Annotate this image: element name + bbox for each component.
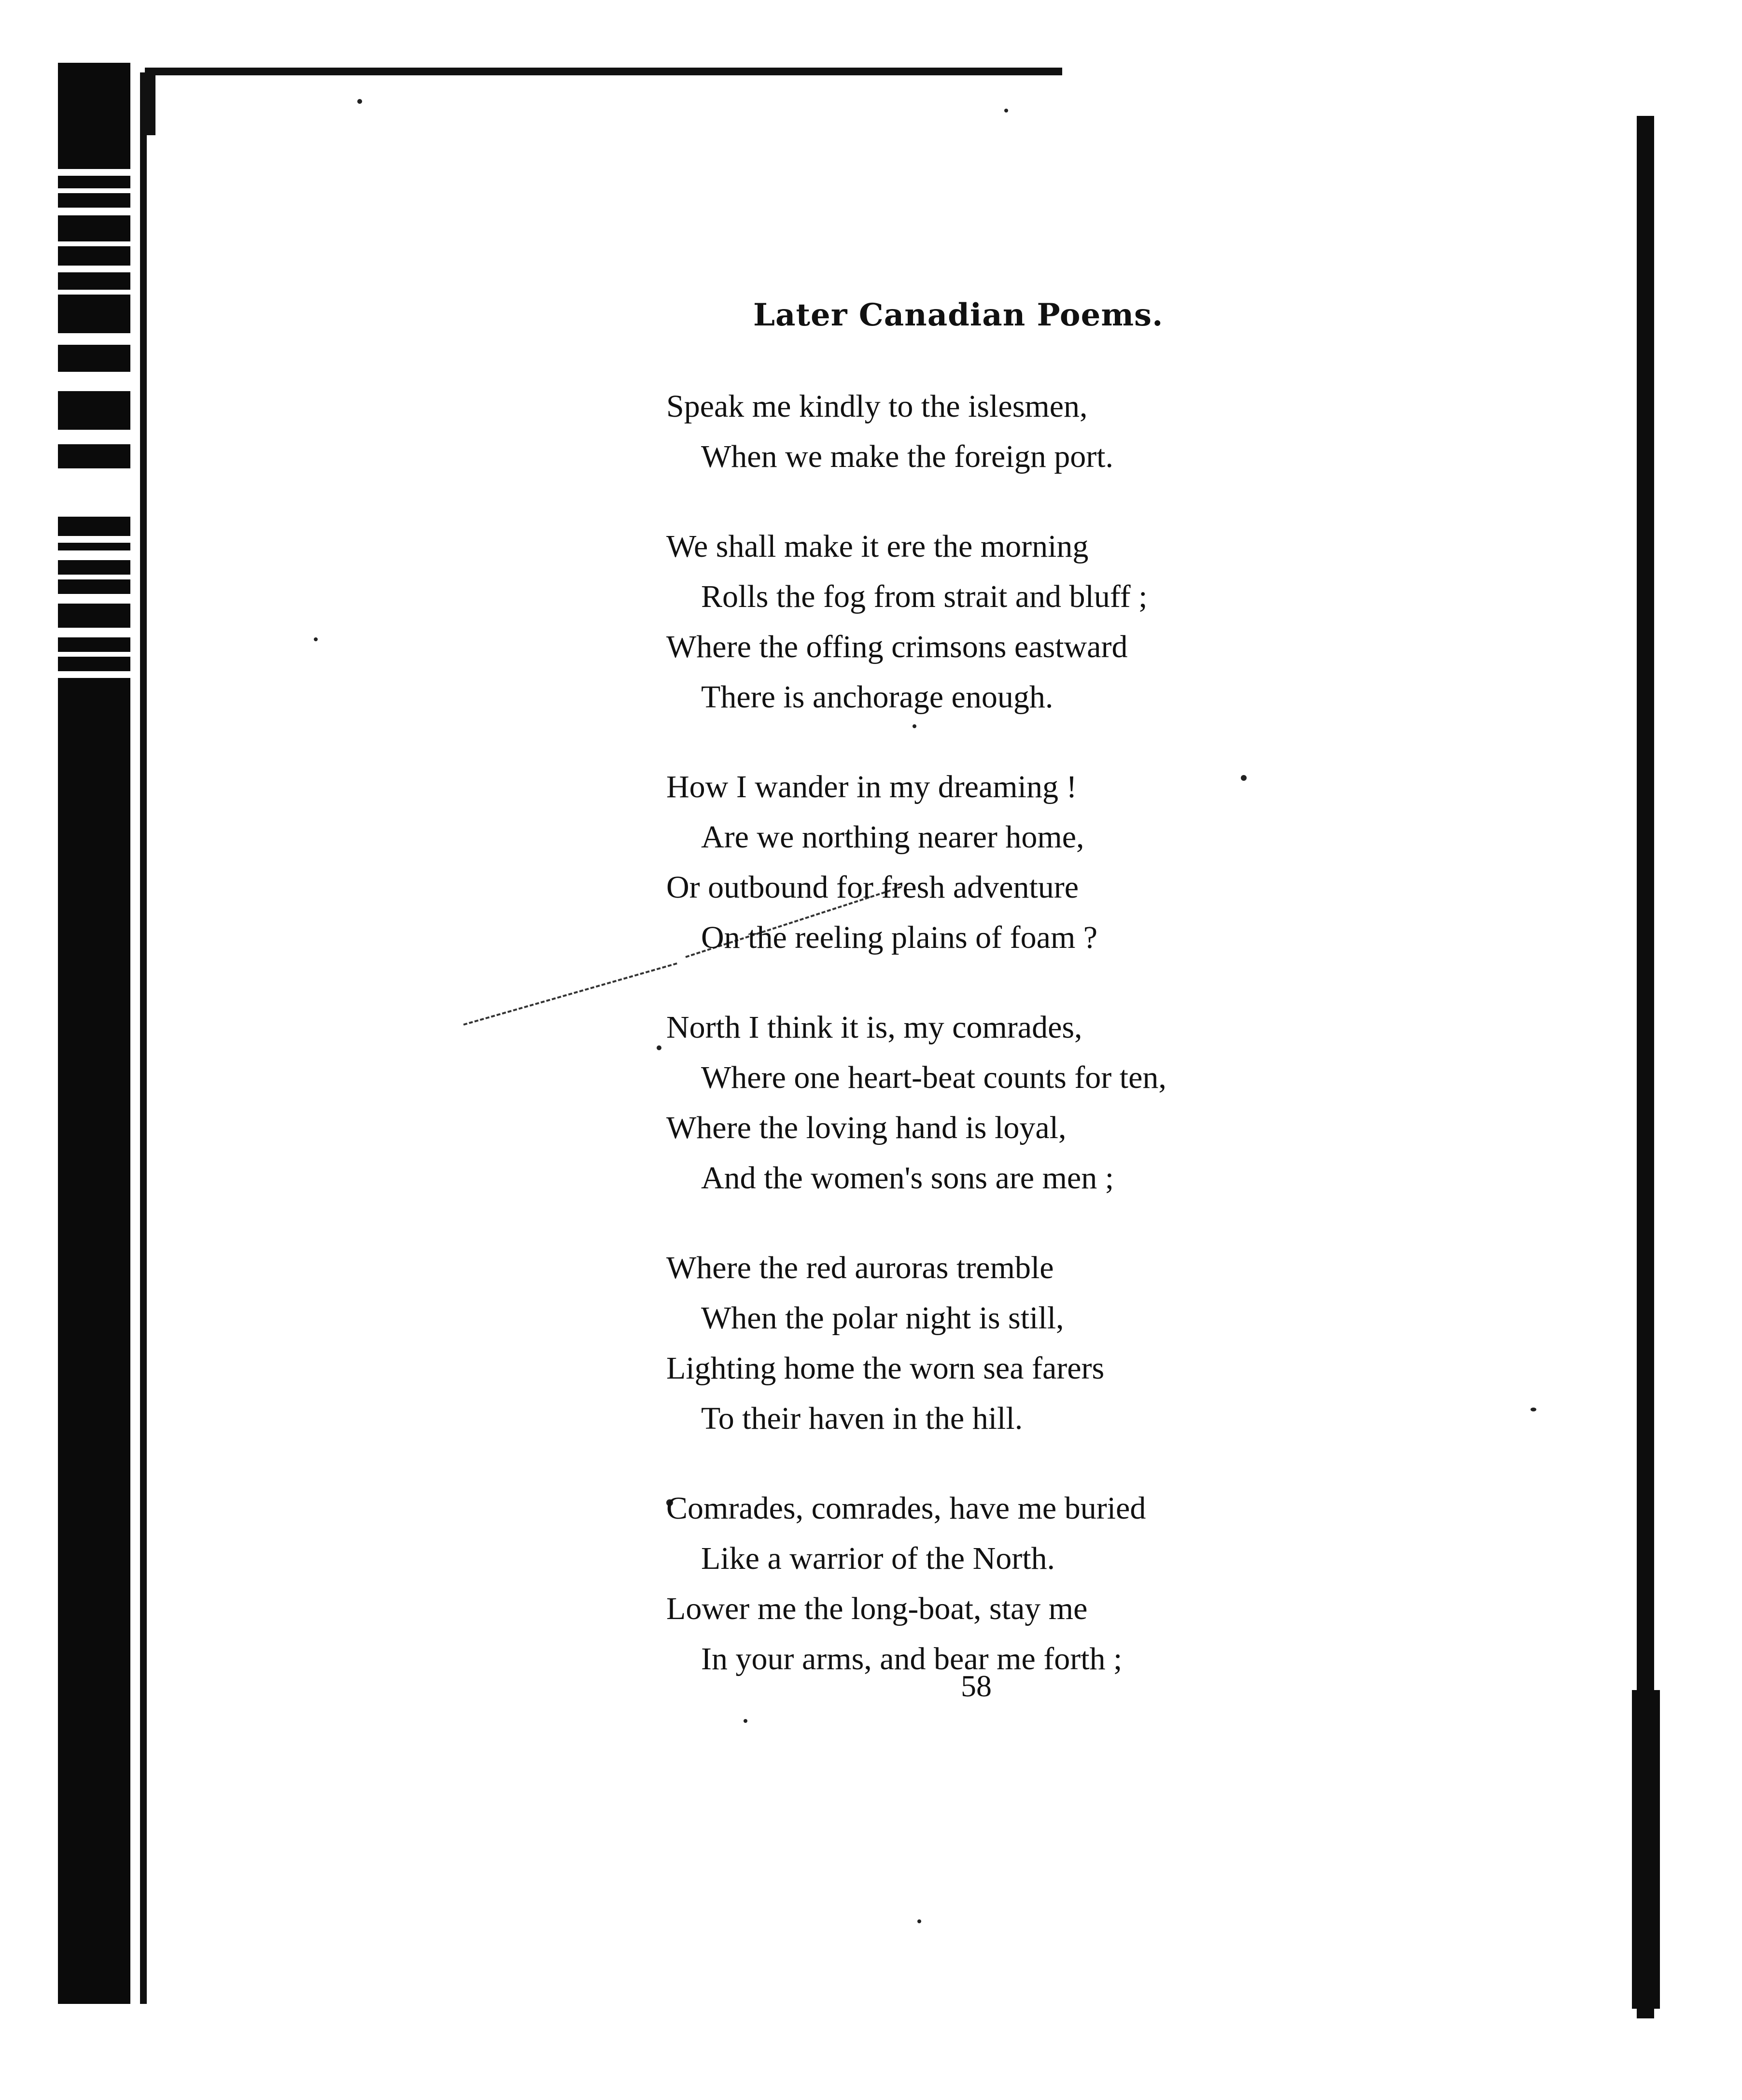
poem-line: Comrades, comrades, have me buried <box>666 1491 1146 1526</box>
poem-line: Rolls the fog from strait and bluff ; <box>701 579 1148 614</box>
poem-line: Or outbound for fresh adventure <box>666 870 1079 905</box>
scan-speck <box>314 637 318 641</box>
poem-line: We shall make it ere the morning <box>666 529 1089 564</box>
top-border-rule <box>145 68 1062 75</box>
poem-line: There is anchorage enough. <box>701 679 1054 715</box>
scan-speck <box>917 1919 921 1923</box>
stanza <box>666 1483 1342 1684</box>
poem-line: Like a warrior of the North. <box>701 1541 1055 1576</box>
poem-line: To their haven in the hill. <box>701 1401 1023 1436</box>
right-page-edge-bottom <box>1632 1690 1660 2009</box>
stanza <box>666 381 1342 482</box>
stanza <box>666 1243 1342 1444</box>
poem-line: Lower me the long-boat, stay me <box>666 1591 1088 1626</box>
poem-body <box>666 381 1342 1724</box>
scan-speck <box>1004 109 1008 113</box>
stanza <box>666 1002 1342 1203</box>
poem-line: In your arms, and bear me forth ; <box>701 1641 1123 1677</box>
page-number: 58 <box>961 1669 992 1703</box>
scan-dotted-mark <box>463 962 677 1026</box>
left-binding-edge <box>58 63 130 2004</box>
poem-line: And the women's sons are men ; <box>701 1160 1114 1196</box>
poem-line: Where one heart-beat counts for ten, <box>701 1060 1166 1095</box>
scan-speck <box>1531 1408 1536 1411</box>
poem-line: Lighting home the worn sea farers <box>666 1351 1105 1386</box>
poem-line: North I think it is, my comrades, <box>666 1010 1082 1045</box>
poem-line: Where the red auroras tremble <box>666 1250 1054 1285</box>
poem-line: Where the offing crimsons eastward <box>666 629 1128 664</box>
scan-speck <box>357 99 362 104</box>
running-head: Later Canadian Poems. <box>753 297 1164 333</box>
inner-binding-line <box>140 72 147 2004</box>
stanza <box>666 521 1342 722</box>
poem-line: How I wander in my dreaming ! <box>666 769 1077 804</box>
stanza <box>666 762 1342 963</box>
poem-line: Where the loving hand is loyal, <box>666 1110 1067 1145</box>
poem-line: When the polar night is still, <box>701 1300 1064 1336</box>
poem-line: Are we northing nearer home, <box>701 819 1084 855</box>
scan-speck <box>657 1045 661 1050</box>
poem-line: Speak me kindly to the islesmen, <box>666 389 1088 424</box>
top-border-corner <box>145 68 155 135</box>
poem-line: When we make the foreign port. <box>701 439 1114 474</box>
poem-line: On the reeling plains of foam ? <box>701 920 1098 955</box>
